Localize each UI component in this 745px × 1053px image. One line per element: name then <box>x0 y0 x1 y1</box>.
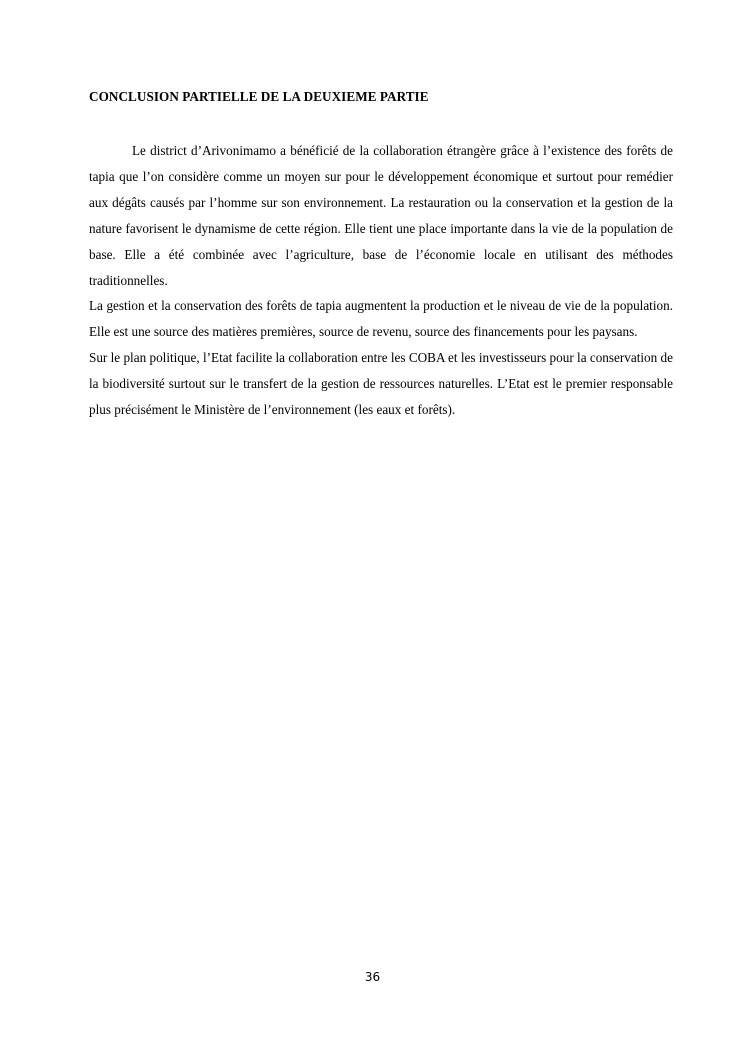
body-text <box>89 138 673 423</box>
paragraph-politique: Sur le plan politique, l’Etat facilite la collaboration entre les COBA et les investisseurs pour la conservation de la biodiversité surtout sur le transfert de la gestion de ressources naturelles. L’Etat est le premier responsable plus précisément le Ministère de l’environnement (les eaux et forêts). <box>89 350 673 418</box>
page-number: 36 <box>364 970 381 984</box>
section-heading: CONCLUSION PARTIELLE DE LA DEUXIEME PARTIE <box>89 89 429 104</box>
paragraph-gestion: La gestion et la conservation des forêts de tapia augmentent la production et le niveau de vie de la population. Elle est une source des matières premières, source de revenu, source des financements pour les paysans. <box>89 298 673 340</box>
paragraph-intro: Le district d’Arivonimamo a bénéficié de la collaboration étrangère grâce à l’existence des forêts de tapia que l’on considère comme un moyen sur pour le développement économique et surtout pour remédier aux dégâts causés par l’homme sur son environnement. La restauration ou la conservation et la gestion de la nature favorisent le dynamisme de cette région. Elle tient une place importante dans la vie de la population de base. Elle a été combinée avec l’agriculture, base de l’économie locale en utilisant des méthodes traditionnelles. <box>89 143 673 288</box>
